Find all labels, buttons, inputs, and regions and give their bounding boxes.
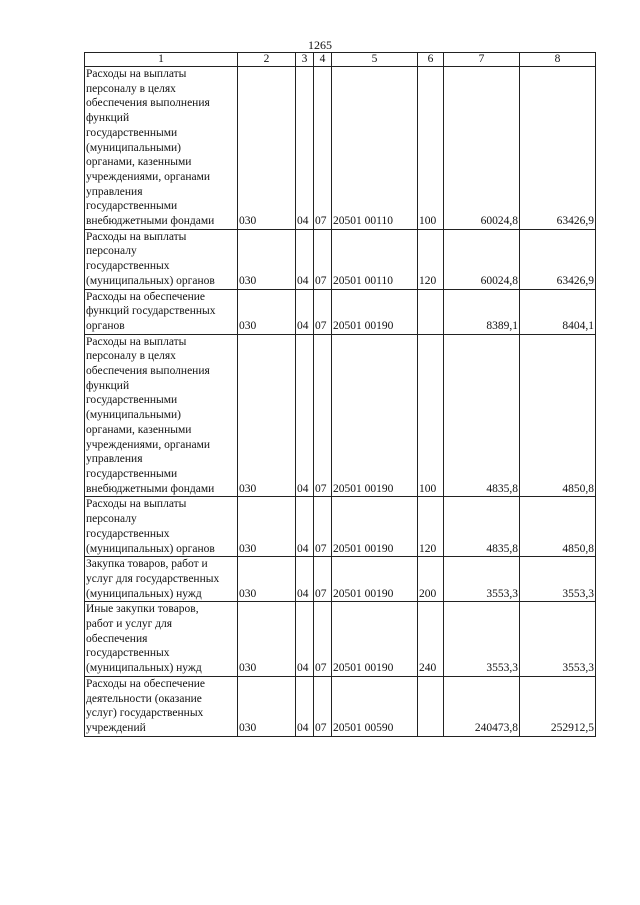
row-section: 04 <box>296 557 314 602</box>
table-body <box>85 67 596 737</box>
table-row <box>85 676 596 736</box>
row-name: Расходы на обеспечение функций государственных органов <box>85 289 238 334</box>
row-ministry-code: 030 <box>238 557 296 602</box>
row-name: Расходы на выплаты персоналу государственных (муниципальных) органов <box>85 497 238 557</box>
row-amount-1: 3553,3 <box>444 557 520 602</box>
row-ministry-code: 030 <box>238 289 296 334</box>
page-number: 1265 <box>308 38 332 52</box>
row-target-article: 20501 00190 <box>332 289 418 334</box>
row-ministry-code: 030 <box>238 497 296 557</box>
row-expense-type <box>418 676 444 736</box>
header-col-5: 5 <box>332 53 418 67</box>
row-target-article: 20501 00190 <box>332 497 418 557</box>
row-subsection: 07 <box>314 602 332 677</box>
row-ministry-code: 030 <box>238 676 296 736</box>
row-section: 04 <box>296 67 314 230</box>
row-amount-1: 8389,1 <box>444 289 520 334</box>
row-section: 04 <box>296 497 314 557</box>
row-target-article: 20501 00190 <box>332 602 418 677</box>
row-target-article: 20501 00110 <box>332 229 418 289</box>
row-section: 04 <box>296 676 314 736</box>
row-name: Расходы на обеспечение деятельности (оказание услуг) государственных учреждений <box>85 676 238 736</box>
row-subsection: 07 <box>314 676 332 736</box>
table-row <box>85 229 596 289</box>
row-subsection: 07 <box>314 557 332 602</box>
row-target-article: 20501 00190 <box>332 557 418 602</box>
row-name: Закупка товаров, работ и услуг для государственных (муниципальных) нужд <box>85 557 238 602</box>
row-ministry-code: 030 <box>238 334 296 497</box>
row-expense-type <box>418 289 444 334</box>
row-expense-type: 200 <box>418 557 444 602</box>
table-row <box>85 497 596 557</box>
row-amount-1: 4835,8 <box>444 497 520 557</box>
row-expense-type: 240 <box>418 602 444 677</box>
row-name: Расходы на выплаты персоналу государственных (муниципальных) органов <box>85 229 238 289</box>
header-col-2: 2 <box>238 53 296 67</box>
header-col-4: 4 <box>314 53 332 67</box>
row-amount-2: 4850,8 <box>520 334 596 497</box>
row-subsection: 07 <box>314 334 332 497</box>
row-expense-type: 100 <box>418 67 444 230</box>
row-name: Расходы на выплаты персоналу в целях обеспечения выполнения функций государственными (муниципальными) органами, казенными учреждениями, органами управления государственными внебюджетными фондами <box>85 67 238 230</box>
row-ministry-code: 030 <box>238 67 296 230</box>
row-amount-2: 3553,3 <box>520 602 596 677</box>
row-subsection: 07 <box>314 289 332 334</box>
row-amount-2: 63426,9 <box>520 67 596 230</box>
row-section: 04 <box>296 229 314 289</box>
table-row <box>85 67 596 230</box>
row-amount-2: 63426,9 <box>520 229 596 289</box>
row-amount-2: 8404,1 <box>520 289 596 334</box>
row-amount-1: 60024,8 <box>444 67 520 230</box>
row-amount-2: 252912,5 <box>520 676 596 736</box>
header-col-6: 6 <box>418 53 444 67</box>
header-col-1: 1 <box>85 53 238 67</box>
row-expense-type: 120 <box>418 229 444 289</box>
row-subsection: 07 <box>314 229 332 289</box>
row-amount-1: 4835,8 <box>444 334 520 497</box>
row-ministry-code: 030 <box>238 229 296 289</box>
row-name: Иные закупки товаров, работ и услуг для обеспечения государственных (муниципальных) нужд <box>85 602 238 677</box>
row-section: 04 <box>296 334 314 497</box>
row-amount-2: 4850,8 <box>520 497 596 557</box>
row-subsection: 07 <box>314 497 332 557</box>
row-ministry-code: 030 <box>238 602 296 677</box>
row-target-article: 20501 00590 <box>332 676 418 736</box>
row-target-article: 20501 00110 <box>332 67 418 230</box>
table-row <box>85 602 596 677</box>
table-row <box>85 289 596 334</box>
header-row <box>85 53 596 67</box>
row-expense-type: 120 <box>418 497 444 557</box>
table-row <box>85 334 596 497</box>
row-name: Расходы на выплаты персоналу в целях обеспечения выполнения функций государственными (муниципальными) органами, казенными учреждениями, органами управления государственными внебюджетными фондами <box>85 334 238 497</box>
row-amount-2: 3553,3 <box>520 557 596 602</box>
row-amount-1: 60024,8 <box>444 229 520 289</box>
row-amount-1: 240473,8 <box>444 676 520 736</box>
header-col-7: 7 <box>444 53 520 67</box>
row-expense-type: 100 <box>418 334 444 497</box>
row-section: 04 <box>296 289 314 334</box>
budget-table <box>84 52 596 737</box>
header-col-3: 3 <box>296 53 314 67</box>
row-subsection: 07 <box>314 67 332 230</box>
header-col-8: 8 <box>520 53 596 67</box>
table-row <box>85 557 596 602</box>
row-amount-1: 3553,3 <box>444 602 520 677</box>
row-section: 04 <box>296 602 314 677</box>
row-target-article: 20501 00190 <box>332 334 418 497</box>
